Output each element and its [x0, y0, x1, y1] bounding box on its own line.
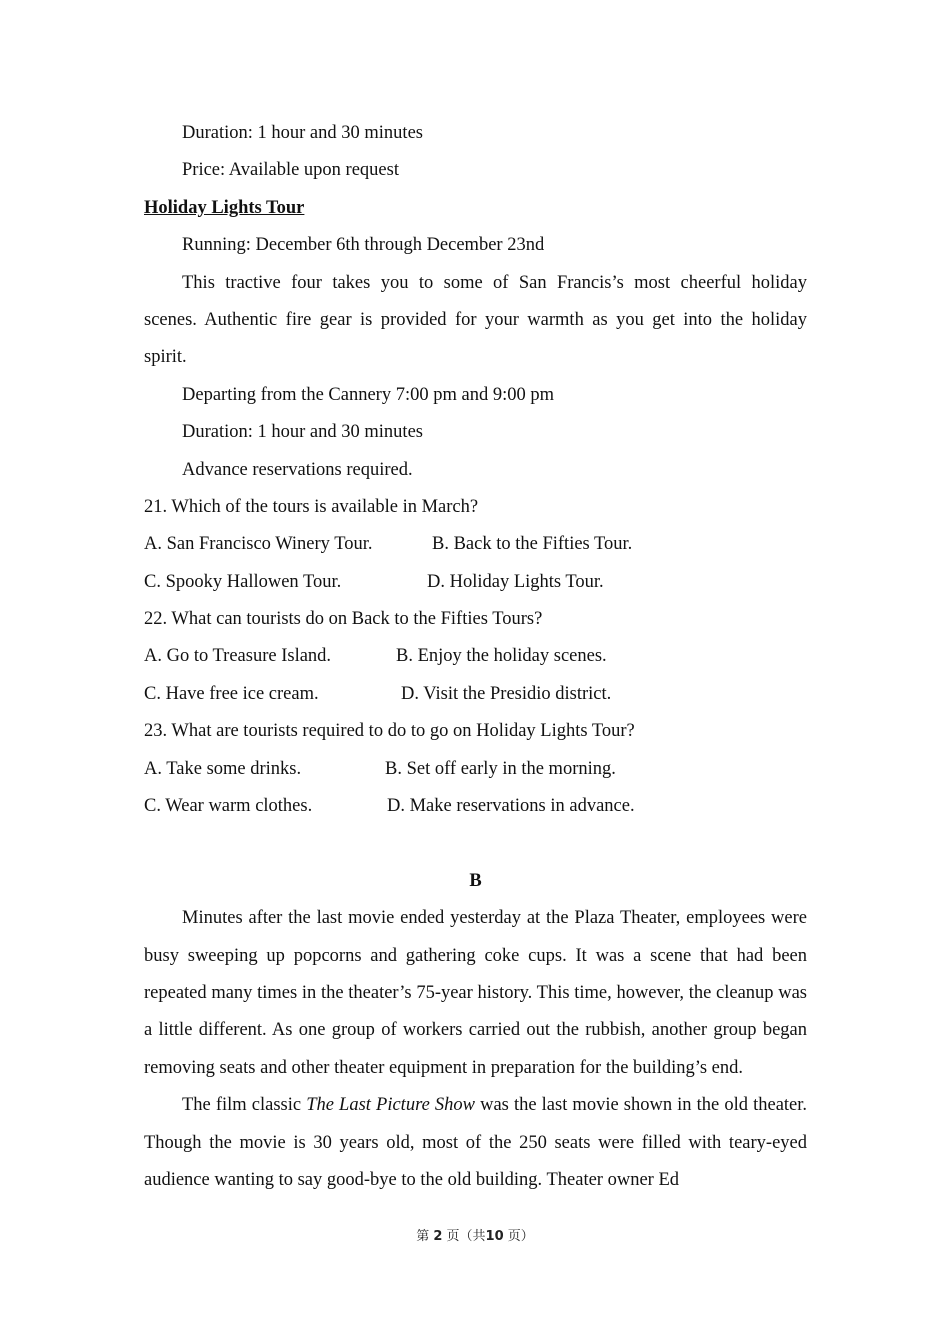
- holiday-departing-line: Departing from the Cannery 7:00 pm and 9:00 pm: [182, 384, 554, 405]
- footer-page-number: 2: [433, 1229, 443, 1244]
- question-22-options-ab: [144, 638, 807, 675]
- section-spacer: [144, 825, 807, 862]
- option-d: D. Holiday Lights Tour.: [427, 571, 604, 592]
- question-21-options-cd: [144, 564, 807, 601]
- option-c: C. Wear warm clothes.: [144, 796, 313, 817]
- page-footer: [0, 1228, 950, 1246]
- question-23-options-cd: [144, 788, 807, 825]
- holiday-desc-line-3: spirit.: [144, 347, 187, 368]
- option-a: A. Take some drinks.: [144, 758, 302, 779]
- question-22-options-cd: [144, 676, 807, 713]
- paragraph-2-rest: was the last movie shown in the old theater. Though the movie is 30 years old, most of the 250 seats were filled with teary-eyed audience wanting to say good-bye to the old building. Theater owner Ed: [144, 1095, 808, 1191]
- document-page: [144, 115, 807, 1199]
- option-d: D. Visit the Presidio district.: [401, 683, 612, 704]
- option-c: C. Have free ice cream.: [144, 683, 319, 704]
- option-a: A. San Francisco Winery Tour.: [144, 534, 373, 555]
- duration-line: Duration: 1 hour and 30 minutes: [182, 123, 423, 143]
- section-b-paragraph-1: Minutes after the last movie ended yesterday at the Plaza Theater, employees were busy sweeping up popcorns and gathering coke cups. It was a scene that had been repeated many times in the theater’s 75-year history. This time, however, the cleanup was a little different. As one group of workers carried out the rubbish, another group began removing seats and other theater equipment in preparation for the building’s end.: [144, 908, 807, 1078]
- option-b: B. Enjoy the holiday scenes.: [396, 646, 607, 667]
- option-d: D. Make reservations in advance.: [387, 796, 635, 817]
- paragraph-2-lead: The film classic: [182, 1095, 307, 1116]
- holiday-tour-heading: Holiday Lights Tour: [144, 197, 305, 218]
- option-b: B. Set off early in the morning.: [385, 758, 616, 779]
- footer-mid: 页（共: [446, 1229, 486, 1244]
- film-title: The Last Picture Show: [306, 1095, 475, 1116]
- footer-suffix: 页）: [507, 1229, 534, 1244]
- question-21: 21. Which of the tours is available in March?: [144, 496, 479, 517]
- question-23: 23. What are tourists required to do to go on Holiday Lights Tour?: [144, 721, 635, 742]
- footer-prefix: 第: [416, 1229, 430, 1244]
- holiday-running-line: Running: December 6th through December 23nd: [182, 235, 545, 256]
- option-b: B. Back to the Fifties Tour.: [432, 534, 633, 555]
- holiday-reservation-line: Advance reservations required.: [182, 459, 413, 480]
- question-23-options-ab: [144, 751, 807, 788]
- holiday-desc-line-2: scenes. Authentic fire gear is provided for your warmth as you get into the holiday: [144, 309, 807, 330]
- price-line: Price: Available upon request: [182, 160, 399, 181]
- footer-total-pages: 10: [485, 1229, 504, 1244]
- option-c: C. Spooky Hallowen Tour.: [144, 571, 342, 592]
- section-b-paragraph-2: [144, 1087, 807, 1199]
- section-b-label: B: [469, 870, 482, 891]
- holiday-desc-line-1: This tractive four takes you to some of San Francis’s most cheerful holiday: [182, 272, 807, 293]
- question-22: 22. What can tourists do on Back to the Fifties Tours?: [144, 609, 543, 630]
- question-21-options-ab: [144, 526, 807, 563]
- option-a: A. Go to Treasure Island.: [144, 646, 332, 667]
- holiday-duration-line: Duration: 1 hour and 30 minutes: [182, 422, 423, 443]
